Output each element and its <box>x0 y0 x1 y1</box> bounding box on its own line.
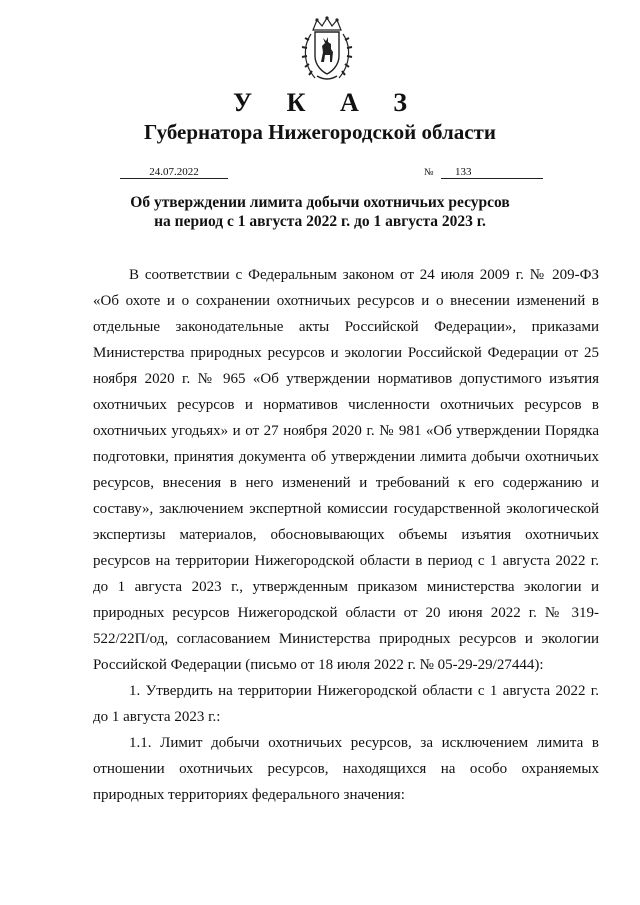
heading-line-2: на период с 1 августа 2022 г. до 1 августа 2023 г. <box>154 213 486 230</box>
document-number: 133 <box>441 166 543 179</box>
coat-of-arms-emblem <box>301 16 353 84</box>
document-date: 24.07.2022 <box>120 166 228 179</box>
document-heading <box>60 193 580 231</box>
body-paragraph-item-1: 1. Утвердить на территории Нижегородской области с 1 августа 2022 г. до 1 августа 2023 г.: <box>93 683 599 725</box>
document-title: У К А З <box>233 88 421 117</box>
document-body <box>93 262 599 808</box>
body-paragraph-preamble: В соответствии с Федеральным законом от 24 июля 2009 г. № 209-ФЗ «Об охоте и о сохранении охотничьих ресурсов и о внесении изменений в отдельные законодательные акты Российской Федерации», приказами Министерства природных ресурсов и экологии Российской Федерации от 25 ноября 2020 г. № 965 «Об утверждении нормативов допустимого изъятия охотничьих ресурсов и нормативов численности охотничьих ресурсов в охотничьих угодьях» и от 27 ноября 2020 г. № 981 «Об утверждении Порядка подготовки, принятия документа об утверждении лимита добычи охотничьих ресурсов, внесения в него изменений и требований к его содержанию и составу», заключением экспертной комиссии государственной экологической экспертизы материалов, обосновывающих объемы изъятия охотничьих ресурсов на территории Нижегородской области в период с 1 августа 2022 г. до 1 августа 2023 г., утвержденным приказом министерства экологии и природных ресурсов Нижегородской области от 20 июня 2022 г. № 319-522/22П/од, согласованием Министерства природных ресурсов и экологии Российской Федерации (письмо от 18 июля 2022 г. № 05-29-29/27444): <box>93 267 599 673</box>
heading-line-1: Об утверждении лимита добычи охотничьих ресурсов <box>130 194 510 211</box>
number-label: № <box>424 167 434 178</box>
document-subtitle: Губернатора Нижегородской области <box>144 120 496 144</box>
body-paragraph-item-1-1: 1.1. Лимит добычи охотничьих ресурсов, за исключением лимита в отношении охотничьих ресурсов, находящихся на особо охраняемых природных территориях федерального значения: <box>93 735 599 803</box>
